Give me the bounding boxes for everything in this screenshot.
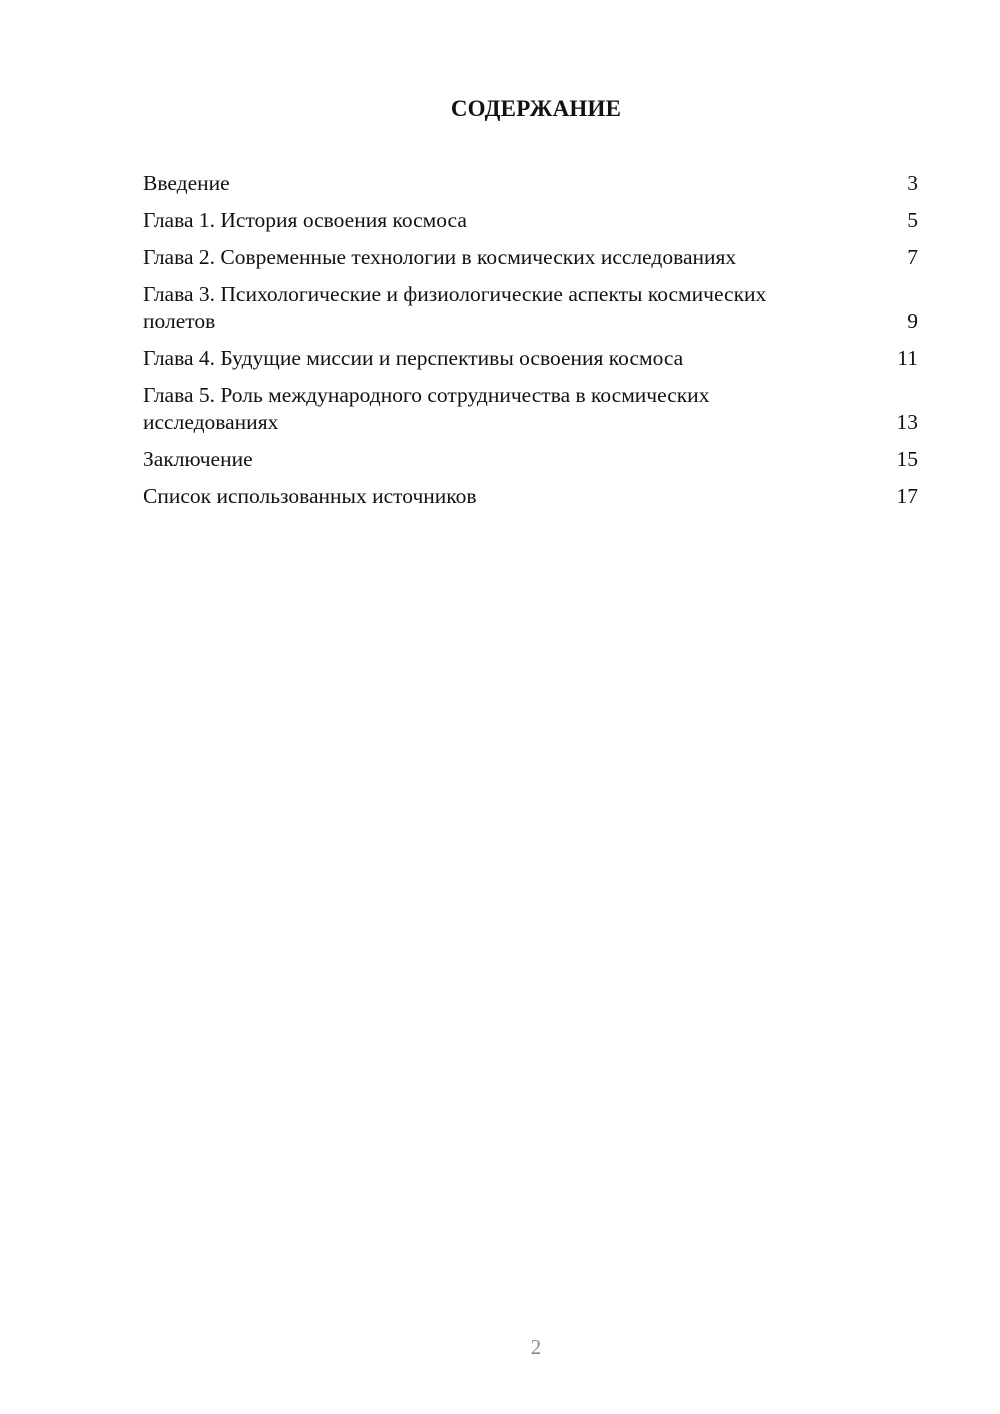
toc-entry-page: 13 [896, 410, 918, 434]
toc-entry-chapter-3 [143, 281, 918, 335]
toc-entry-chapter-1 [143, 207, 918, 234]
toc-entry-chapter-4 [143, 345, 918, 372]
toc-entry-chapter-5 [143, 382, 918, 436]
toc-entry-page: 9 [907, 309, 918, 333]
toc-entry-page: 17 [896, 484, 918, 508]
page-number: 2 [530, 1335, 542, 1359]
toc-entry-text: Список использованных источников [143, 484, 477, 508]
toc-entry-text: Заключение [143, 447, 253, 471]
toc-title: СОДЕРЖАНИЕ [450, 96, 622, 121]
toc-entry-text: Глава 5. Роль международного сотрудничества в космических исследованиях [143, 383, 710, 434]
toc-entry-references [143, 483, 918, 510]
toc-entry-text: Глава 3. Психологические и физиологические аспекты космических полетов [143, 282, 767, 333]
toc-entry-introduction [143, 170, 918, 197]
toc-entry-text: Глава 4. Будущие миссии и перспективы освоения космоса [143, 346, 684, 370]
table-of-contents [143, 170, 918, 520]
toc-entry-page: 7 [907, 245, 918, 269]
toc-entry-page: 15 [896, 447, 918, 471]
toc-entry-text: Глава 2. Современные технологии в космических исследованиях [143, 245, 737, 269]
toc-entry-text: Глава 1. История освоения космоса [143, 208, 467, 232]
toc-entry-page: 5 [907, 208, 918, 232]
toc-entry-page: 11 [897, 346, 918, 370]
toc-entry-chapter-2 [143, 244, 918, 271]
toc-entry-page: 3 [907, 171, 918, 195]
toc-entry-text: Введение [143, 171, 230, 195]
toc-entry-conclusion [143, 446, 918, 473]
